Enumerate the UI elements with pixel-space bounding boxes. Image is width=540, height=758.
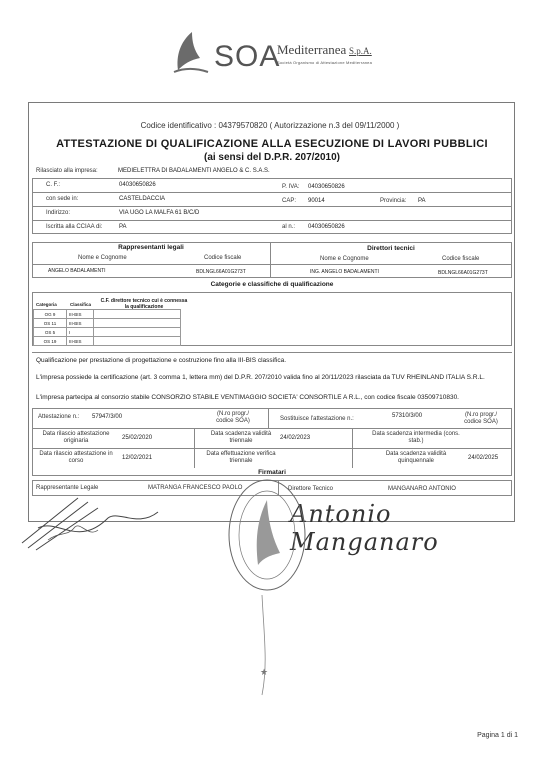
cf-cell <box>94 337 181 346</box>
logo-name: Mediterranea <box>277 42 347 57</box>
sostituisce-value: 57310/3/00 <box>392 413 423 419</box>
document-subtitle: (ai sensi del D.P.R. 207/2010) <box>203 152 340 163</box>
cf-cell <box>94 310 181 319</box>
handwritten-signature: Antonio Manganaro <box>290 500 439 556</box>
scadenza-triennale-value: 24/02/2023 <box>280 435 311 441</box>
legali-header: Rappresentanti legali <box>118 244 184 251</box>
classifica-cell: III-BIS <box>67 319 94 328</box>
tecnico-value: MANGANARO ANTONIO <box>388 486 456 492</box>
tecnici-col-cf: Codice fiscale <box>442 256 480 262</box>
indirizzo-label: Indirizzo: <box>46 210 71 216</box>
verifica-label: Data effettuazione verifica triennale <box>206 451 276 464</box>
table-row <box>34 328 181 337</box>
svg-text:★: ★ <box>260 668 269 678</box>
rilasciato-label: Rilasciato alla impresa: <box>36 168 98 174</box>
cciaa-value: PA <box>119 224 127 230</box>
details-divider <box>268 408 269 428</box>
rilascio-originaria-value: 25/02/2020 <box>122 435 153 441</box>
classifica-cell: I <box>67 328 94 337</box>
cciaa-label: Iscritta alla CCIAA di: <box>46 224 103 230</box>
quinquennale-label: Data scadenza validità quinquennale <box>385 451 447 464</box>
attestazione-label: Attestazione n.: <box>38 414 80 420</box>
notes-divider <box>32 352 512 353</box>
cf-direttore-header: C.F. direttore tecnico cui è connessa la qualificazione <box>100 298 188 310</box>
rilascio-originaria-label: Data rilascio attestazione originaria <box>42 431 110 444</box>
note-consorzio: L'impresa partecipa al consorzio stabile CONSORZIO STABILE VENTIMAGGIO SOCIETA' CONSORTILE A R.L., con codice fiscale 03509710830. <box>36 394 459 401</box>
tecnico-cf: BDLNGL66A01G273T <box>438 270 488 276</box>
classifica-cell: III-BIS <box>67 310 94 319</box>
categories-table <box>33 309 181 346</box>
note-certificazione: L'impresa possiede la certificazione (art. 3 comma 1, lettera mm) del D.P.R. 207/2010 valida fino al 20/11/2023 rilasciata da TUV RHEINLAND ITALIA S.R.L. <box>36 374 485 381</box>
details-divider <box>194 428 195 468</box>
provincia-label: Provincia: <box>380 198 407 204</box>
classifica-cell: III-BIS <box>67 337 94 346</box>
categoria-cell: OS 5 <box>34 328 67 337</box>
sostituisce-label: Sostituisce l'attestazione n.: <box>280 416 354 422</box>
aln-value: 04030650826 <box>308 224 345 230</box>
details-divider <box>352 428 353 468</box>
aln-label: al n.: <box>282 224 296 230</box>
legali-col-nome: Nome e Cognome <box>78 255 127 261</box>
table-row <box>34 319 181 328</box>
attestazione-value: 57947/3/00 <box>92 414 123 420</box>
details-divider <box>32 448 512 449</box>
details-divider <box>32 428 512 429</box>
nprog-label: (N.ro progr./ codice SOA) <box>216 411 250 424</box>
categoria-cell: OS 19 <box>34 337 67 346</box>
rilascio-corso-label: Data rilascio attestazione in corso <box>39 451 113 464</box>
note-progettazione: Qualificazione per prestazione di progettazione e costruzione fino alla III-BIS classifica. <box>36 357 287 364</box>
quinquennale-value: 24/02/2025 <box>468 455 499 461</box>
logo-tagline: Società Organismo di Attestazione Mediterranea <box>277 60 373 65</box>
piva-value: 04030650826 <box>308 184 345 190</box>
table-row <box>34 337 181 346</box>
categoria-cell: OG 9 <box>34 310 67 319</box>
tecnici-col-nome: Nome e Cognome <box>320 256 369 262</box>
legale-label: Rappresentante Legale <box>36 485 99 491</box>
signature-scribble-icon <box>18 488 168 558</box>
tecnico-nome: ING. ANGELO BADALAMENTI <box>310 269 379 275</box>
cf-label: C. F.: <box>46 182 61 188</box>
stamp-seal-icon <box>222 475 312 705</box>
col-categoria: Categoria <box>36 302 57 307</box>
sail-logo-icon <box>170 30 210 76</box>
firmatari-header: Firmatari <box>258 469 286 476</box>
cf-value: 04030650826 <box>119 182 156 188</box>
sede-label: con sede in: <box>46 196 79 202</box>
legale-nome: ANGELO BADALAMENTI <box>48 268 106 274</box>
legale-cf: BDLNGL66A01G273T <box>196 269 246 275</box>
indirizzo-value: VIA UGO LA MALFA 61 B/C/D <box>119 210 200 216</box>
cap-value: 90014 <box>308 198 325 204</box>
page-number: Pagina 1 di 1 <box>477 732 518 739</box>
nprog2-label: (N.ro progr./ codice SOA) <box>464 412 498 425</box>
tecnici-header: Direttori tecnici <box>367 245 415 252</box>
logo-brand: SOA <box>214 40 281 73</box>
categoria-cell: OS 11 <box>34 319 67 328</box>
scadenza-intermedia-label: Data scadenza intermedia (cons. stab.) <box>372 431 460 444</box>
logo-suffix: S.p.A. <box>349 46 372 56</box>
rilascio-corso-value: 12/02/2021 <box>122 455 153 461</box>
col-classifica: Classifica <box>70 302 92 307</box>
company-divider <box>32 220 512 221</box>
sede-value: CASTELDACCIA <box>119 196 166 202</box>
provincia-value: PA <box>418 198 426 204</box>
table-row <box>34 310 181 319</box>
scadenza-triennale-label: Data scadenza validità triennale <box>210 431 272 444</box>
categories-header: Categorie e classifiche di qualificazione <box>210 281 334 288</box>
legale-value: MATRANGA FRANCESCO PAOLO <box>148 485 243 491</box>
legali-col-cf: Codice fiscale <box>204 255 242 261</box>
codice-identificativo: Codice identificativo : 04379570820 ( Autorizzazione n.3 del 09/11/2000 ) <box>140 121 400 130</box>
company-divider <box>32 206 512 207</box>
representatives-divider <box>32 264 512 265</box>
piva-label: P. IVA: <box>282 184 300 190</box>
tecnico-label: Direttore Tecnico <box>288 486 333 492</box>
document-title: ATTESTAZIONE DI QUALIFICAZIONE ALLA ESECUZIONE DI LAVORI PUBBLICI <box>56 138 488 150</box>
cf-cell <box>94 328 181 337</box>
company-divider <box>32 192 512 193</box>
cap-label: CAP: <box>282 198 297 204</box>
rilasciato-value: MEDIELETTRA DI BADALAMENTI ANGELO & C. S.A.S. <box>118 168 270 174</box>
cf-cell <box>94 319 181 328</box>
